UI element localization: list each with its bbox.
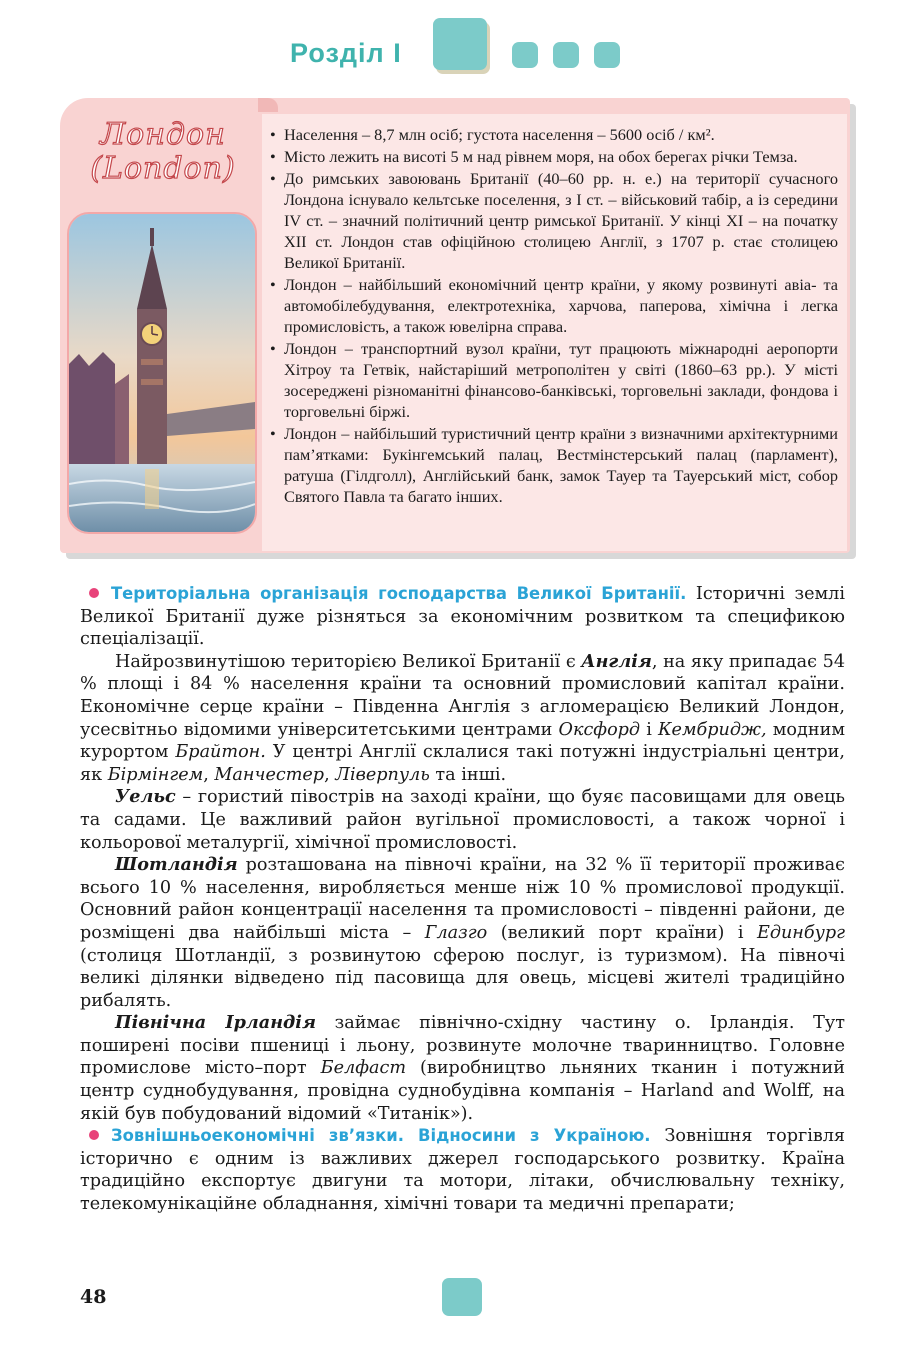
fact-transport: • Лондон – транспортний вузол країни, тут працюють міжнародні аеропорти Хітроу та Гетвік, найстаріший метрополітен у світі (1860–63 рр.). У місті зосереджені різноманітні фінансово-банківські, торговельні заклади, фондова і торговельні біржі. xyxy=(268,338,838,422)
paragraph-wales: Уельс – гористий півострів на заході країни, що буяє пасовищами для овець та садами. Це важливий район вугільної промисловості, а також чорної і кольорової металургії, хімічної промисловості. xyxy=(80,786,845,853)
fact-history: • До римських завоювань Британії (40–60 рр. н. е.) на території сучасного Лондона існувало кельтське поселення, з І ст. – військовий табір, а із середини ІV ст. – значний політичний центр римської Британії. У кінці ХІ – на початку ХІІ ст. Лондон став офіційною столицею Англії, з 1707 р. стає столицею Великої Британії. xyxy=(268,168,838,273)
london-facts-list xyxy=(268,124,838,508)
section-title: Розділ І xyxy=(290,38,402,68)
box-tab-curl xyxy=(258,98,278,112)
term-liverpool: Ліверпуль xyxy=(335,764,430,785)
term-edinburgh: Единбург xyxy=(756,922,845,943)
decor-square-footer xyxy=(442,1278,482,1316)
term-wales: Уельс xyxy=(115,786,176,808)
term-belfast: Белфаст xyxy=(320,1058,406,1079)
fact-tourism: • Лондон – найбільший туристичний центр країни з визначними архітектурними пам’ятками: Букінгемський палац, Вестмінстерський палац (парламент), ратуша (Гілдголл), Англійський банк, замок Тауер та Тауерський міст, собор Святого Павла та багато інших. xyxy=(268,423,838,507)
term-cambridge: Кембридж, xyxy=(657,719,767,740)
big-ben-photo xyxy=(67,212,257,534)
city-title-eng: (London) xyxy=(90,151,236,186)
decor-square-large xyxy=(433,18,487,70)
paragraph-foreign-relations: Зовнішньоекономічні зв’язки. Відносини з Україною. Зовнішня торгівля історично є одним із важливих джерел господарського розвитку. Країна традиційно експортує двигуни та мотори, літаки, обчислювальну техніку, телекомунікаційне обладнання, хімічні товари та медичні препарати; xyxy=(80,1126,845,1215)
bullet-icon xyxy=(89,1130,99,1140)
paragraph-northern-ireland: Північна Ірландія займає північно-східну частину о. Ірландія. Тут поширені посіви пшениці і льону, розвинуте молочне тваринництво. Головне промислове місто–порт Белфаст (виробництво льняних тканин і потужний центр суднобудування, провідна суднобудівна компанія – Harland and Wolff, на якій був побудований відомий «Титанік»). xyxy=(80,1012,845,1124)
fact-population: • Населення – 8,7 млн осіб; густота населення – 5600 осіб / км². xyxy=(268,124,838,145)
term-northern-ireland: Північна Ірландія xyxy=(115,1012,316,1034)
page-number: 48 xyxy=(80,1286,107,1308)
decor-square-small-3 xyxy=(594,42,620,68)
decor-square-small-2 xyxy=(553,42,579,68)
main-text xyxy=(80,583,845,1216)
term-scotland: Шотландія xyxy=(115,854,238,876)
paragraph-england: Найрозвинутішою територією Великої Британії є Англія, на яку припадає 54 % площі і 84 % населення країни та основний промисловий капітал країни. Економічне серце країни – Південна Англія з агломерацією Великий Лондон, усесвітньо відомими університетськими центрами Оксфорд і Кембридж, модним курортом Брайтон. У центрі Англії склалися такі потужні індустріальні центри, як Бірмінгем, Манчестер, Ліверпуль та інші. xyxy=(80,650,846,785)
bullet-icon xyxy=(89,588,99,598)
paragraph-scotland: Шотландія розташована на півночі країни, на 32 % її території проживає всього 10 % населення, виробляється менше ніж 10 % промислової продукції. Основний район концентрації населення та промисловості – південні райони, де розміщені два найбільші міста – Глазго (великий порт країни) і Единбург (столиця Шотландії, з розвинутою сферою послуг, із туризмом). На півночі великі ділянки відведено під пасовища для овець, місцеві жителі традиційно рибалять. xyxy=(80,854,845,1011)
term-brighton: Брайтон. xyxy=(175,742,266,763)
term-glasgow: Глазго xyxy=(424,922,488,943)
section-heading-foreign: Зовнішньоекономічні зв’язки. Відносини з Україною. xyxy=(111,1126,651,1146)
term-oxford: Оксфорд xyxy=(558,719,641,740)
section-heading-territorial: Територіальна організація господарства Великої Британії. xyxy=(111,584,687,603)
fact-location: • Місто лежить на висоті 5 м над рівнем моря, на обох берегах річки Темза. xyxy=(268,146,838,167)
fact-economy: • Лондон – найбільший економічний центр країни, у якому розвинуті авіа- та автомобілебудування, електротехніка, харчова, паперова, хімічна і легка промисловість, а також ювелірна справа. xyxy=(268,274,838,337)
decor-square-small-1 xyxy=(512,42,538,68)
term-manchester: Манчестер xyxy=(214,764,325,785)
city-title-ukr: Лондон xyxy=(100,117,226,152)
term-england: Англія xyxy=(581,650,652,672)
paragraph-territorial: Територіальна організація господарства Великої Британії. Історичні землі Великої Британії дуже різняться за економічним розвитком та спецификою спеціалізації. xyxy=(80,584,845,650)
term-birmingham: Бірмінгем xyxy=(107,764,204,785)
city-title xyxy=(70,118,256,186)
